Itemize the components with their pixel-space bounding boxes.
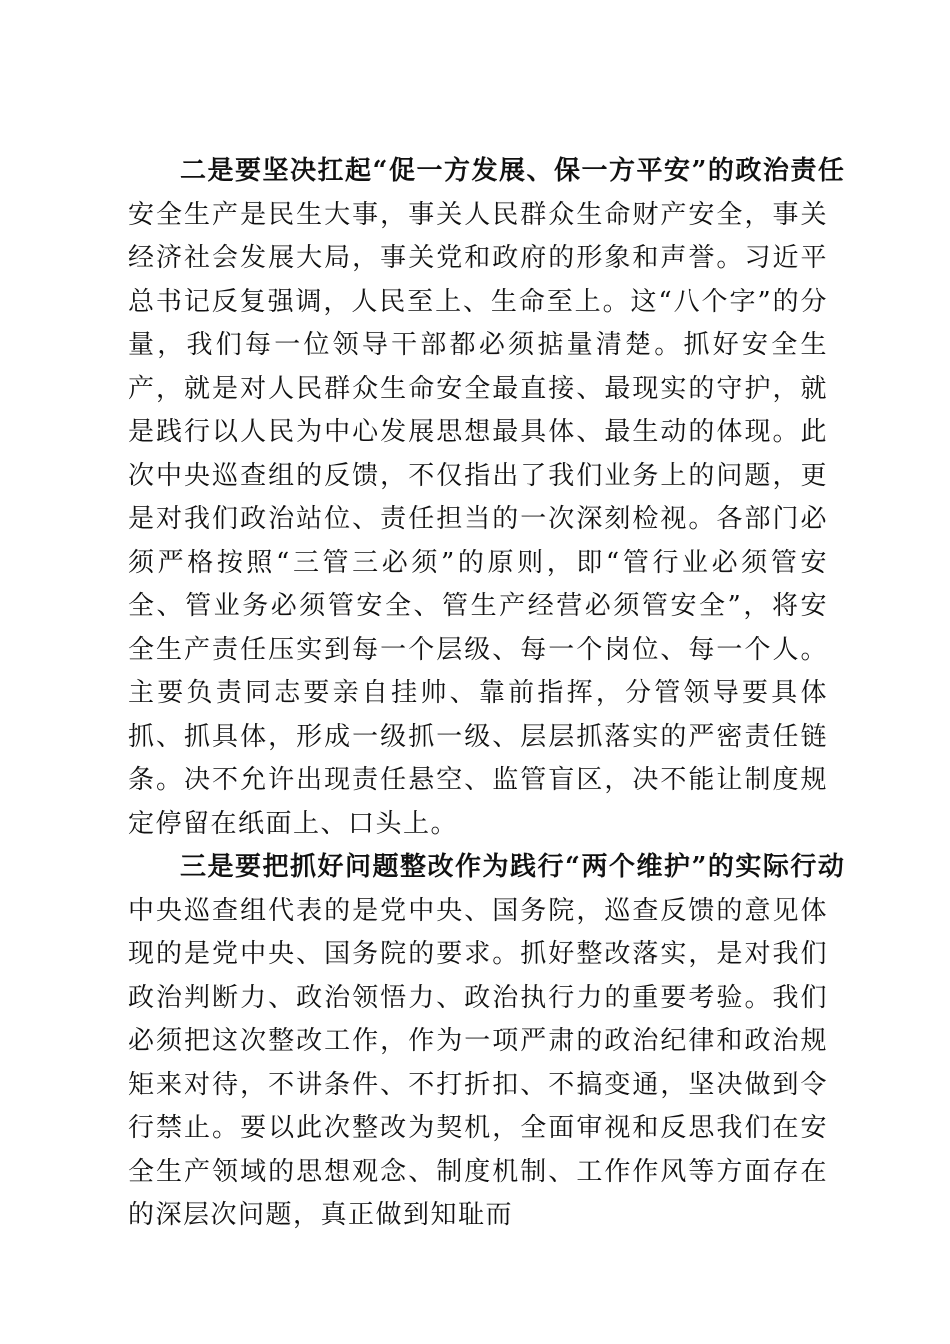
- section-paragraph-3: 中央巡查组代表的是党中央、国务院，巡查反馈的意见体现的是党中央、国务院的要求。抓好整改落实，是对我们政治判断力、政治领悟力、政治执行力的重要考验。我们必须把这次整改工作，作为一项严肃的政治纪律和政治规矩来对待，不讲条件、不打折扣、不搞变通，坚决做到令行禁止。要以此次整改为契机，全面审视和反思我们在安全生产领域的思想观念、制度机制、工作作风等方面存在的深层次问题，真正做到知耻而: [128, 895, 828, 1230]
- section-paragraph-2: 安全生产是民生大事，事关人民群众生命财产安全，事关经济社会发展大局，事关党和政府的形象和声誉。习近平总书记反复强调，人民至上、生命至上。这“八个字”的分量，我们每一位领导干部都必须掂量清楚。抓好安全生产，就是对人民群众生命安全最直接、最现实的守护，就是践行以人民为中心发展思想最具体、最生动的体现。此次中央巡查组的反馈，不仅指出了我们业务上的问题，更是对我们政治站位、责任担当的一次深刻检视。各部门必须严格按照“三管三必须”的原则，即“管行业必须管安全、管业务必须管安全、管生产经营必须管安全”，将安全生产责任压实到每一个层级、每一个岗位、每一个人。主要负责同志要亲自挂帅、靠前指挥，分管领导要具体抓、抓具体，形成一级抓一级、层层抓落实的严密责任链条。决不允许出现责任悬空、监管盲区，决不能让制度规定停留在纸面上、口头上。: [128, 199, 828, 839]
- document-body: [128, 150, 846, 1238]
- section-heading-2: 二是要坚决扛起“促一方发展、保一方平安”的政治责任: [180, 156, 846, 186]
- section-heading-3: 三是要把抓好问题整改作为践行“两个维护”的实际行动: [180, 852, 846, 882]
